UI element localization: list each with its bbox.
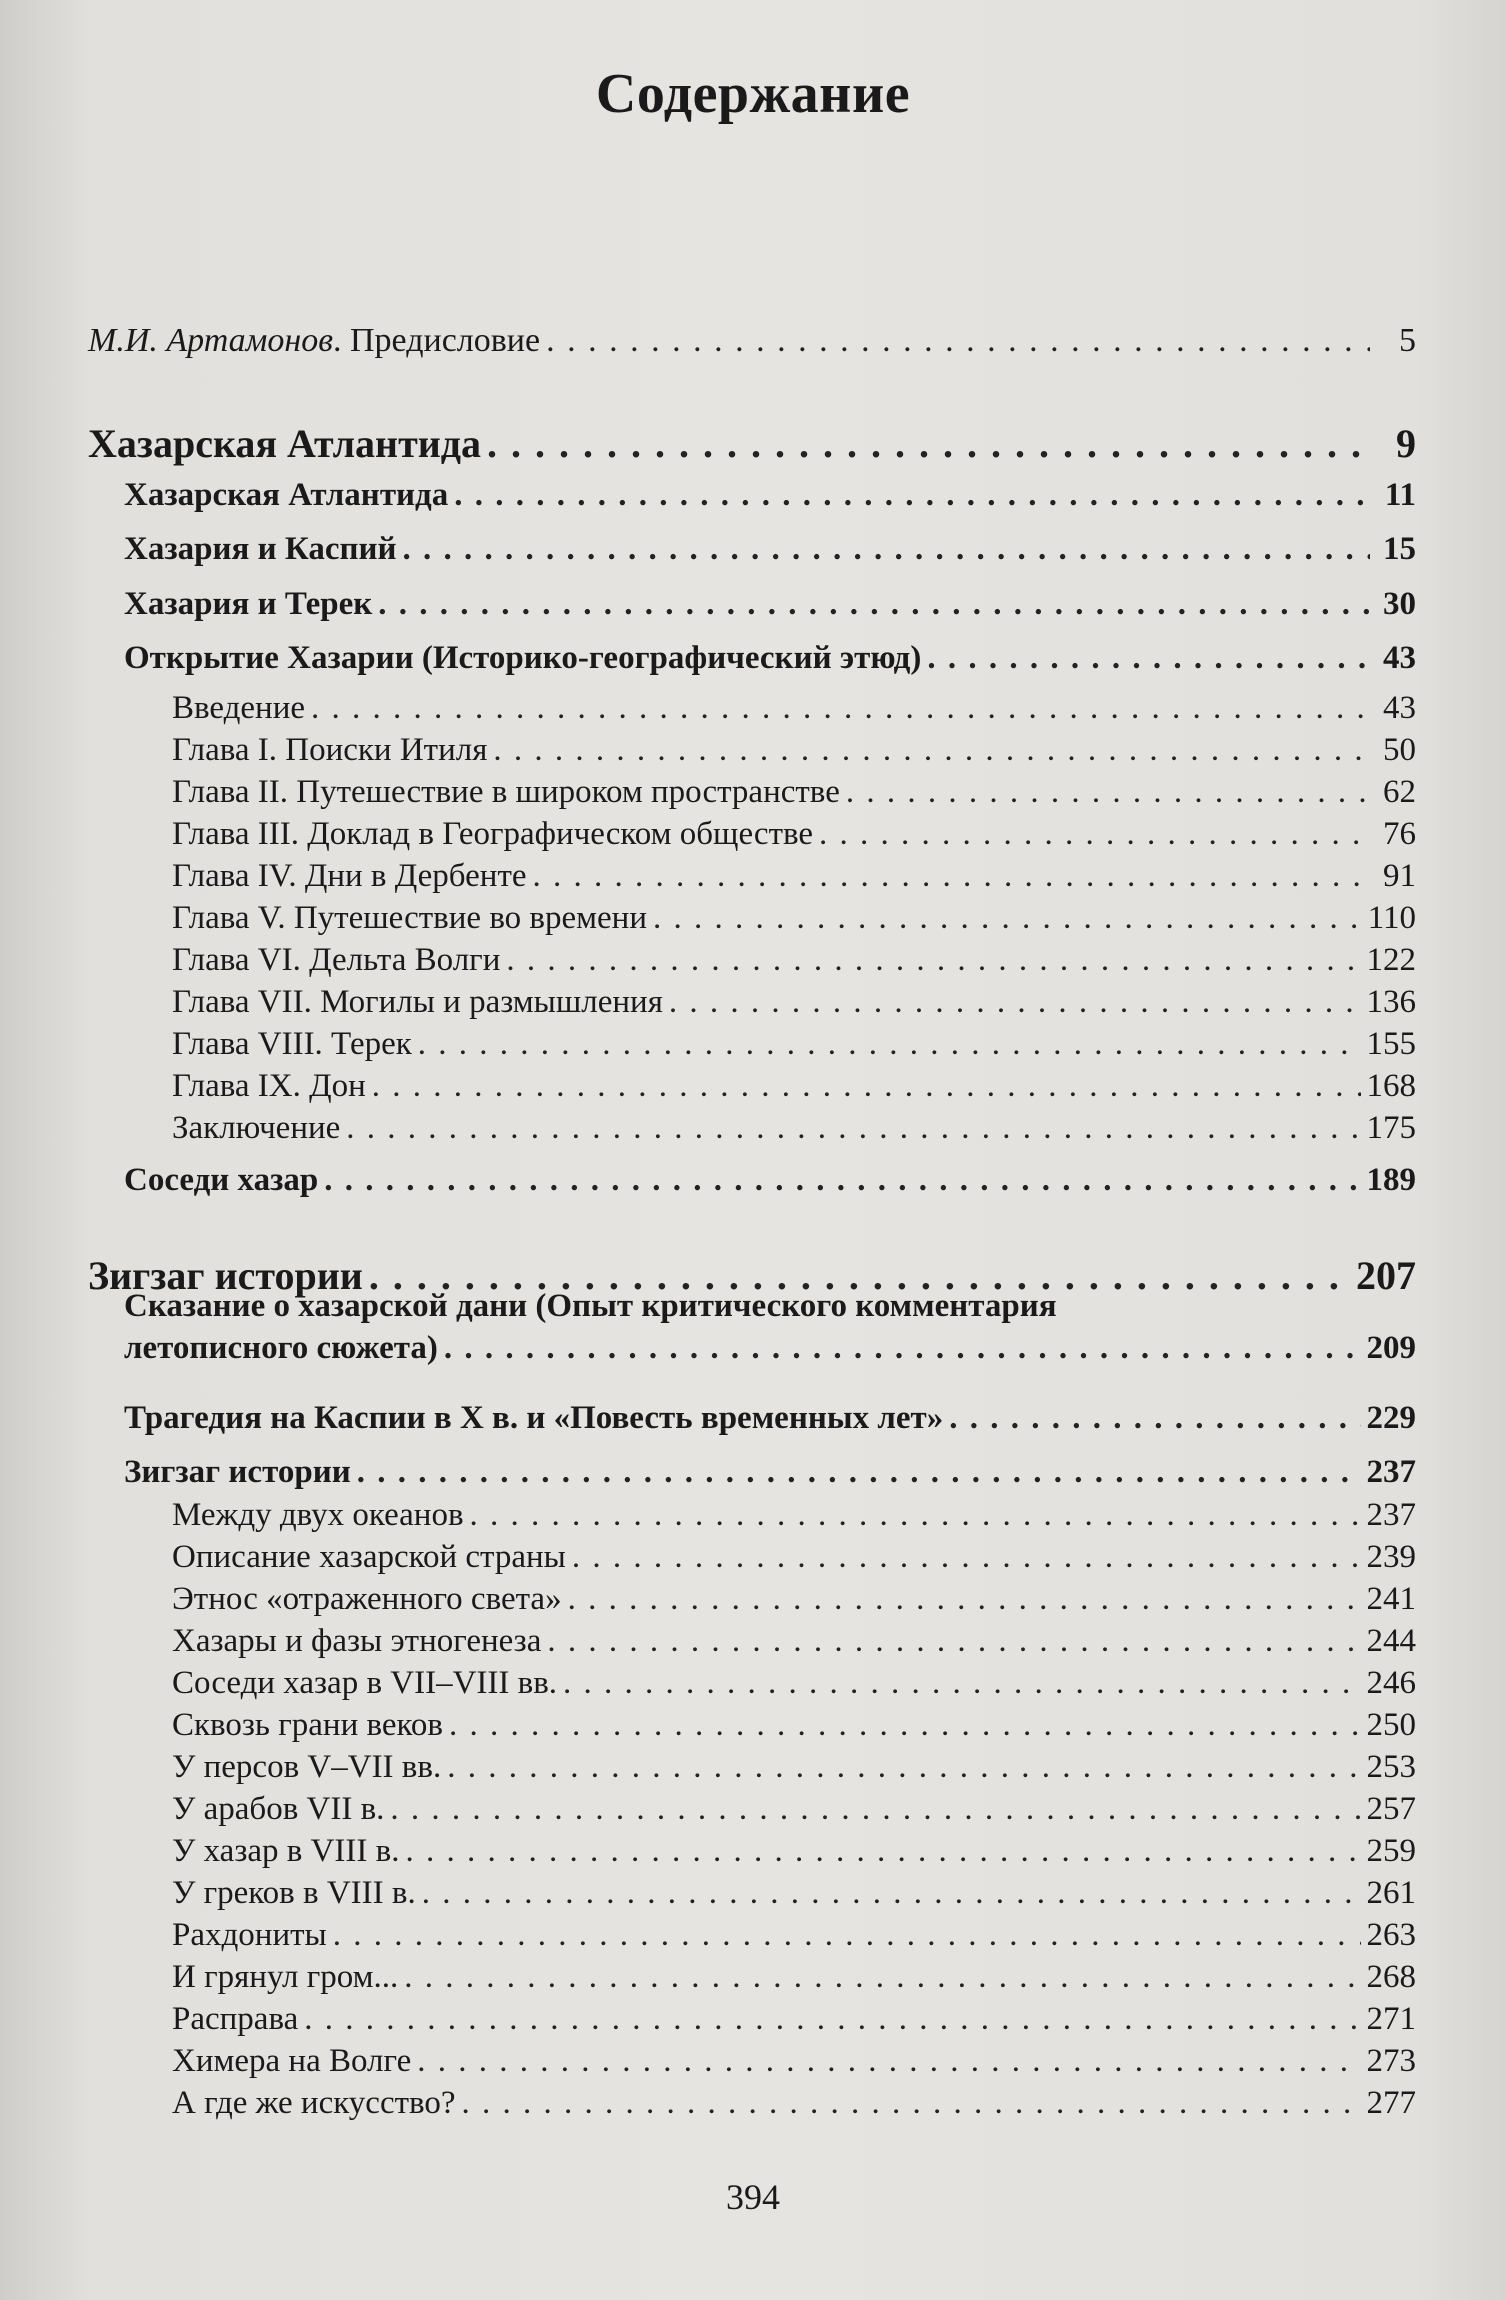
toc-section[interactable] (124, 1400, 1416, 1437)
dot-leader (403, 531, 1370, 568)
toc-entry-title: Хазария и Терек (124, 586, 373, 622)
toc-page-number: 15 (1383, 531, 1416, 567)
toc-page-number: 30 (1383, 586, 1416, 622)
dot-leader (493, 732, 1370, 769)
toc-section[interactable] (124, 1330, 1416, 1367)
preface-author: М.И. Артамонов (88, 322, 333, 359)
dot-leader (819, 816, 1370, 853)
toc-entry-first-line: Сказание о хазарской дани (Опыт критического комментария (124, 1288, 1057, 1324)
dot-leader (422, 1875, 1361, 1912)
dot-leader (846, 774, 1370, 811)
toc-chapter[interactable] (172, 1749, 1416, 1786)
dot-leader (444, 1330, 1361, 1367)
dot-leader (533, 858, 1370, 895)
dot-leader (447, 1749, 1360, 1786)
toc-page-number: 136 (1366, 984, 1416, 1020)
toc-page-number: 43 (1383, 690, 1416, 726)
toc-chapter[interactable] (172, 1707, 1416, 1744)
toc-entry-title: Зигзаг истории (88, 1253, 363, 1298)
toc-entry-title: Хазарская Атлантида (124, 477, 449, 513)
dot-leader (653, 900, 1362, 937)
toc-entry-title: Соседи хазар (124, 1162, 319, 1198)
toc-entry-title: Глава I. Поиски Итиля (172, 732, 488, 768)
toc-preface (88, 322, 1416, 360)
toc-chapter[interactable] (172, 732, 1416, 769)
toc-chapter[interactable] (172, 1833, 1416, 1870)
toc-entry-title: Этнос «отраженного света» (172, 1581, 562, 1617)
toc-page-number: 62 (1383, 774, 1416, 810)
toc-chapter[interactable] (172, 1623, 1416, 1660)
toc-entry-title: Сквозь грани веков (172, 1707, 443, 1743)
dot-leader (311, 690, 1370, 727)
toc-page-number: 155 (1366, 1026, 1416, 1062)
dot-leader (669, 984, 1361, 1021)
toc-page-number: 277 (1366, 2085, 1416, 2121)
toc-page-number: 273 (1366, 2043, 1416, 2079)
dot-leader (563, 1665, 1360, 1702)
dot-leader (546, 322, 1370, 360)
toc-page-number: 189 (1366, 1162, 1416, 1198)
dot-leader (333, 1917, 1361, 1954)
toc-page-number: 175 (1366, 1110, 1416, 1146)
toc-preface-label: М.И. Артамонов. Предисловие (88, 322, 541, 359)
toc-page-number: 9 (1396, 421, 1416, 466)
dot-leader (949, 1400, 1360, 1437)
toc-page-number: 209 (1366, 1330, 1416, 1366)
dot-leader (357, 1454, 1361, 1491)
toc-page-number: 241 (1366, 1581, 1416, 1617)
page-number: 394 (726, 2177, 780, 2217)
toc-chapter[interactable] (172, 1917, 1416, 1954)
toc-entry-title: Введение (172, 690, 306, 726)
toc-section[interactable] (124, 586, 1416, 623)
toc-chapter[interactable] (172, 1497, 1416, 1534)
toc-page-number: 257 (1366, 1791, 1416, 1827)
toc-entry-title: Заключение (172, 1110, 341, 1146)
toc-chapter[interactable] (172, 1581, 1416, 1618)
toc-chapter[interactable] (172, 1791, 1416, 1828)
dot-leader (417, 2043, 1360, 2080)
dot-leader (487, 420, 1370, 467)
toc-page-number: 76 (1383, 816, 1416, 852)
toc-page-number: 91 (1383, 858, 1416, 894)
toc-entry-title: летописного сюжета) (124, 1330, 438, 1366)
preface-title: Предисловие (350, 322, 541, 359)
toc-page-number: 229 (1366, 1400, 1416, 1436)
toc-chapter[interactable] (172, 690, 1416, 727)
toc-chapter[interactable] (172, 942, 1416, 979)
toc-section[interactable] (124, 477, 1416, 514)
toc-entry-title: Зигзаг истории (124, 1454, 351, 1490)
toc-entry-title: Хазары и фазы этногенеза (172, 1623, 542, 1659)
dot-leader (927, 640, 1370, 677)
dot-leader (390, 1791, 1360, 1828)
dot-leader (449, 1707, 1361, 1744)
dot-leader (324, 1162, 1360, 1199)
toc-chapter[interactable] (172, 2001, 1416, 2038)
toc-entry-title: Между двух океанов (172, 1497, 464, 1533)
dot-leader (346, 1110, 1360, 1147)
toc-entry-title: Трагедия на Каспии в X в. и «Повесть временных лет» (124, 1400, 944, 1436)
toc-entry-title: Химера на Волге (172, 2043, 412, 2079)
toc-chapter[interactable] (172, 984, 1416, 1021)
toc-page-number: 244 (1366, 1623, 1416, 1659)
toc-entry-title: Рахдониты (172, 1917, 327, 1953)
toc-chapter[interactable] (172, 1665, 1416, 1702)
toc-entry-title: У греков в VIII в. (172, 1875, 416, 1911)
dot-leader (404, 1959, 1360, 1996)
toc-page-number: 261 (1366, 1875, 1416, 1911)
toc-chapter[interactable] (172, 858, 1416, 895)
toc-page-number: 271 (1366, 2001, 1416, 2037)
toc-entry-title: У хазар в VIII в. (172, 1833, 400, 1869)
toc-page-number: 122 (1366, 942, 1416, 978)
toc-entry-title: Глава IV. Дни в Дербенте (172, 858, 527, 894)
toc-entry-title: Глава II. Путешествие в широком пространстве (172, 774, 840, 810)
toc-entry-title: Глава VIII. Терек (172, 1026, 412, 1062)
toc-page-number: 250 (1366, 1707, 1416, 1743)
toc-entry-title: Глава V. Путешествие во времени (172, 900, 648, 936)
toc-entry-title: У персов V–VII вв. (172, 1749, 442, 1785)
toc-entry-title: Описание хазарской страны (172, 1539, 566, 1575)
toc-chapter[interactable] (172, 1875, 1416, 1912)
toc-chapter[interactable] (172, 1110, 1416, 1147)
dot-leader (405, 1833, 1360, 1870)
toc-entry-title: Глава VII. Могилы и размышления (172, 984, 663, 1020)
toc-chapter[interactable] (172, 900, 1416, 937)
toc-page-number: 5 (1399, 322, 1416, 359)
toc-page-number: 239 (1366, 1539, 1416, 1575)
toc-entry-title: Расправа (172, 2001, 299, 2037)
toc-chapter[interactable] (172, 1068, 1416, 1105)
toc-entry-title: Глава VI. Дельта Волги (172, 942, 501, 978)
page-title: Содержание (595, 63, 911, 125)
dot-leader (547, 1623, 1360, 1660)
toc-chapter[interactable] (172, 816, 1416, 853)
toc-chapter[interactable] (172, 2085, 1416, 2122)
dot-leader (372, 1068, 1361, 1105)
toc-page-number: 168 (1366, 1068, 1416, 1104)
dot-leader (304, 2001, 1360, 2038)
dot-leader (470, 1497, 1361, 1534)
toc-page-number: 43 (1383, 640, 1416, 676)
toc-page-number: 11 (1384, 477, 1416, 513)
toc-entry-title: Хазарская Атлантида (88, 421, 482, 466)
toc-entry-title: И грянул гром... (172, 1959, 399, 1995)
toc-page-number: 268 (1366, 1959, 1416, 1995)
toc-section[interactable] (124, 1162, 1416, 1199)
dot-leader (506, 942, 1360, 979)
toc-part[interactable] (88, 420, 1416, 467)
toc-page-number: 259 (1366, 1833, 1416, 1869)
toc-entry-title: Соседи хазар в VII–VIII вв. (172, 1665, 558, 1701)
toc-entry-title: Открытие Хазарии (Историко-географический этюд) (124, 640, 922, 676)
toc-page-number: 207 (1356, 1253, 1416, 1298)
dot-leader (418, 1026, 1361, 1063)
toc-page-number: 263 (1366, 1917, 1416, 1953)
toc-chapter[interactable] (172, 774, 1416, 811)
dot-leader (572, 1539, 1361, 1576)
toc-section[interactable] (124, 531, 1416, 568)
toc-page-number: 110 (1367, 900, 1416, 936)
toc-entry-title: Глава IX. Дон (172, 1068, 366, 1104)
toc-section[interactable] (124, 640, 1416, 677)
toc-chapter[interactable] (172, 1539, 1416, 1576)
toc-entry-title: Хазария и Каспий (124, 531, 397, 567)
toc-chapter[interactable] (172, 1959, 1416, 1996)
toc-section[interactable] (124, 1454, 1416, 1491)
toc-entry-title: Глава III. Доклад в Географическом обществе (172, 816, 814, 852)
toc-page-number: 246 (1366, 1665, 1416, 1701)
toc-chapter[interactable] (172, 2043, 1416, 2080)
toc-page-number: 50 (1383, 732, 1416, 768)
toc-chapter[interactable] (172, 1026, 1416, 1063)
dot-leader (462, 2085, 1361, 2122)
toc-entry-title: У арабов VII в. (172, 1791, 385, 1827)
dot-leader (568, 1581, 1361, 1618)
toc-page-number: 253 (1366, 1749, 1416, 1785)
toc-entry-title: А где же искусство? (172, 2085, 456, 2121)
dot-leader (378, 586, 1370, 623)
toc-page-number: 237 (1366, 1497, 1416, 1533)
dot-leader (454, 477, 1370, 514)
toc-page-number: 237 (1366, 1454, 1416, 1490)
